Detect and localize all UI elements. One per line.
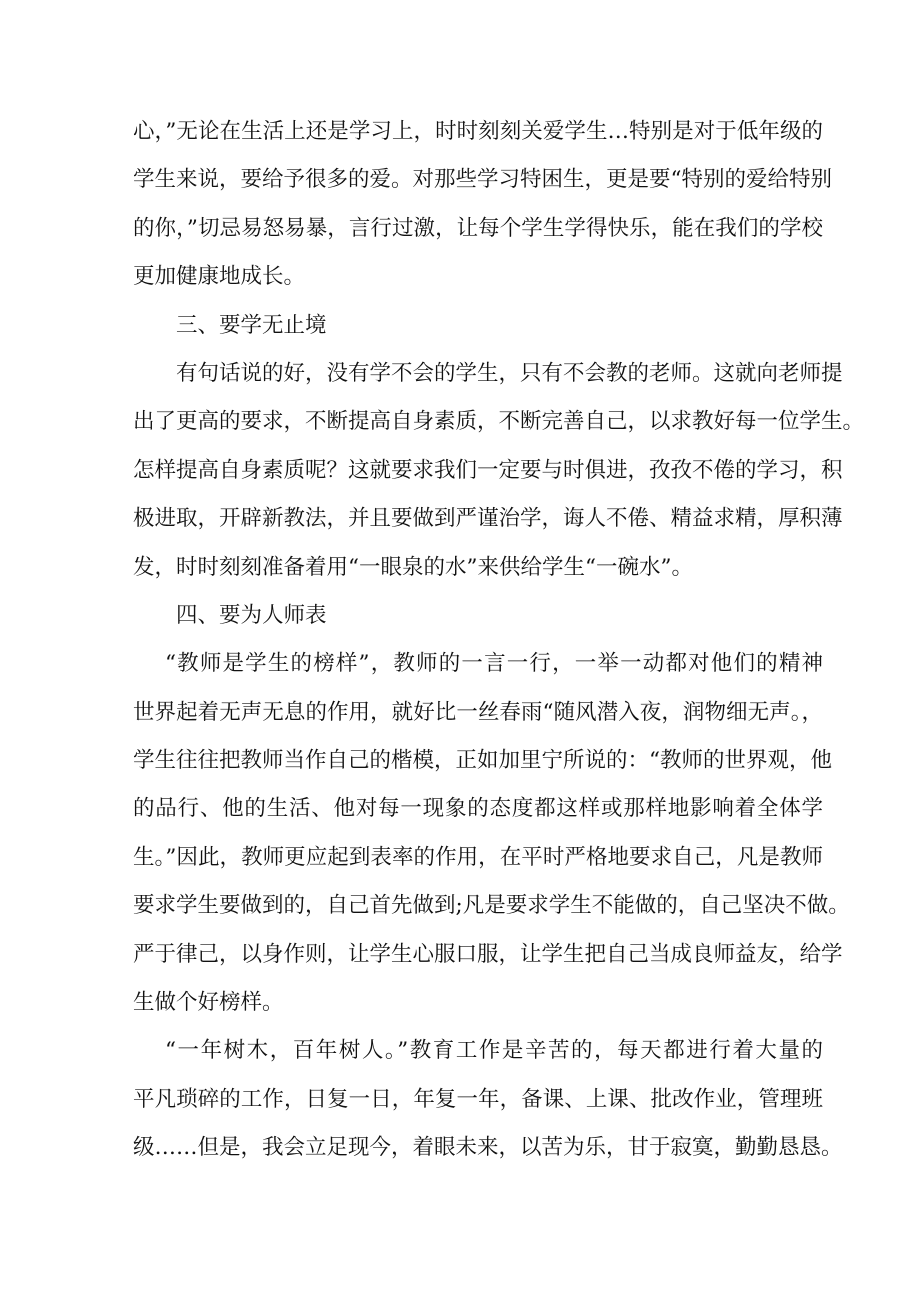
paragraph-line: “一年树木，百年树人。”教育工作是辛苦的，每天都进行着大量的 [165, 1038, 823, 1064]
paragraph-line: 心，”无论在生活上还是学习上，时时刻刻关爱学生…特别是对于低年级的 [133, 119, 823, 144]
paragraph-line: 更加健康地成长。 [133, 264, 306, 290]
paragraph-line: 要求学生要做到的，自己首先做到;凡是要求学生不能做的，自己坚决不做。 [133, 893, 850, 919]
paragraph-line: 平凡琐碎的工作，日复一日，年复一年，备课、上课、批改作业，管理班 [133, 1086, 823, 1112]
paragraph-line: 极进取，开辟新教法，并且要做到严谨治学，诲人不倦、精益求精，厚积薄 [133, 506, 843, 532]
paragraph-line: 出了更高的要求，不断提高自身素质，不断完善自己，以求教好每一位学生。 [133, 409, 865, 435]
paragraph-line: 有句话说的好，没有学不会的学生，只有不会教的老师。这就向老师提 [176, 360, 843, 386]
paragraph-line: 学生往往把教师当作自己的楷模，正如加里宁所说的：“教师的世界观，他 [133, 748, 832, 774]
paragraph-line: 发，时时刻刻准备着用“一眼泉的水”来供给学生“一碗水”。 [133, 554, 693, 580]
paragraph-line: 生。”因此，教师更应起到表率的作用，在平时严格地要求自己，凡是教师 [133, 844, 823, 870]
paragraph-line: 生做个好榜样。 [133, 990, 284, 1016]
section-heading: 四、要为人师表 [176, 602, 327, 628]
paragraph-line: 的你，”切忌易怒易暴，言行过激，让每个学生学得快乐，能在我们的学校 [133, 215, 823, 241]
paragraph-line: 严于律己，以身作则，让学生心服口服，让学生把自己当成良师益友，给学 [133, 941, 843, 967]
paragraph-line: 级……但是，我会立足现今，着眼未来，以苦为乐，甘于寂寞，勤勤恳恳。 [133, 1135, 843, 1161]
paragraph-line: 世界起着无声无息的作用，就好比一丝春雨“随风潜入夜，润物细无声。， [133, 699, 823, 725]
paragraph-line: 学生来说，要给予很多的爱。对那些学习特困生，更是要“特别的爱给特别 [133, 167, 832, 193]
paragraph-line: 怎样提高自身素质呢？这就要求我们一定要与时俱进，孜孜不倦的学习，积 [133, 457, 843, 483]
paragraph-line: 的品行、他的生活、他对每一现象的态度都这样或那样地影响着全体学 [133, 796, 823, 822]
paragraph-line: “教师是学生的榜样”，教师的一言一行，一举一动都对他们的精神 [165, 651, 823, 677]
section-heading: 三、要学无止境 [176, 312, 327, 338]
document-body [133, 108, 865, 1173]
